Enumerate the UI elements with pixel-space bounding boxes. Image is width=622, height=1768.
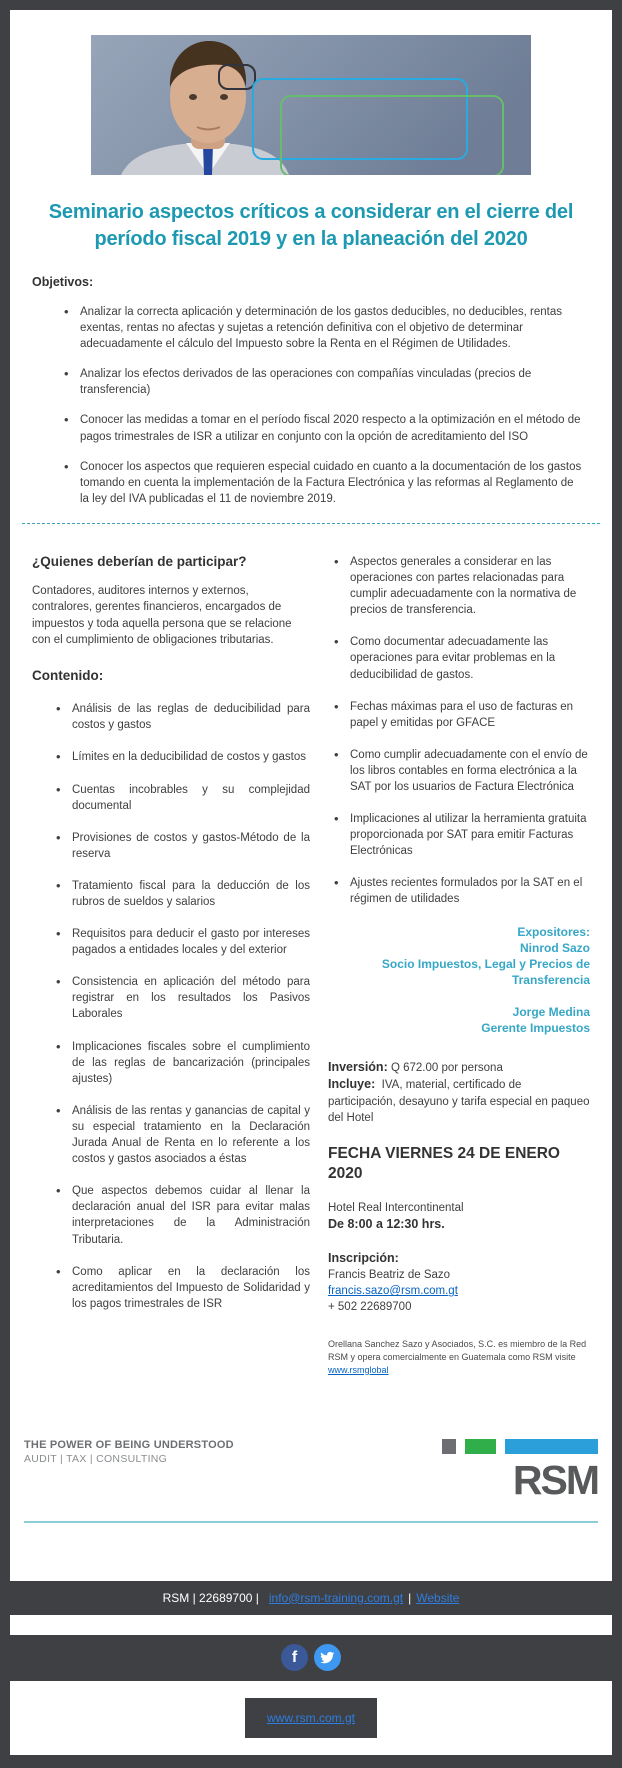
event-time: De 8:00 a 12:30 hrs.: [328, 1217, 445, 1232]
facebook-glyph: f: [291, 1648, 298, 1666]
contenido-heading: Contenido:: [32, 668, 104, 684]
list-item: • Implicaciones fiscales sobre el cumplimiento de las reglas de bancarización (principales ajustes): [50, 1039, 310, 1087]
event-venue: Hotel Real Intercontinental: [328, 1202, 464, 1215]
twitter-icon[interactable]: [314, 1644, 341, 1671]
incluye-value: IVA, material, certificado de participación, desayuno y tarifa especial en paqueo del Hotel: [328, 1079, 590, 1124]
footer-contact-bar: [0, 1581, 622, 1615]
list-item: • Aspectos generales a considerar en las operaciones con partes relacionadas para cumplir adecuadamente con la normativa de precios de transferencia.: [328, 554, 590, 618]
rsmglobal-link[interactable]: www.rsmglobal: [328, 1364, 389, 1375]
objetivos-section: [32, 275, 590, 507]
speaker-role: Gerente Impuestos: [481, 1021, 590, 1036]
objetivos-list: [32, 304, 590, 507]
list-item: • Como documentar adecuadamente las operaciones para evitar problemas en la deducibilidad de gastos.: [328, 634, 590, 682]
rsm-logo-blocks: [442, 1439, 598, 1454]
twitter-bird-icon: [320, 1650, 335, 1665]
social-band: [0, 1635, 622, 1681]
gray-block-icon: [442, 1439, 456, 1454]
businessman-photo: [91, 35, 531, 175]
left-column: [32, 554, 310, 1377]
footer-website-link[interactable]: Website: [416, 1590, 460, 1605]
facebook-icon[interactable]: [281, 1644, 308, 1671]
brand-tagline: THE POWER OF BEING UNDERSTOOD: [24, 1438, 234, 1451]
expositores-heading: Expositores:: [517, 924, 590, 939]
list-item: • Conocer los aspectos que requieren especial cuidado en cuanto a la documentación de los gastos tomando en cuenta la implementación de la Factura Electrónica y las reformas al Reglamento de la ley del IVA publicadas el 11 de noviembre 2019.: [58, 459, 582, 507]
list-item: • Consistencia en aplicación del método para registrar en los resultados los Pasivos Laborales: [50, 974, 310, 1022]
header-photo: [91, 35, 531, 175]
incluye-label: Incluye:: [328, 1077, 376, 1092]
list-item: • Ajustes recientes formulados por la SAT en el régimen de utilidades: [328, 875, 590, 907]
contenido-list: [32, 701, 310, 1312]
brand-services: AUDIT | TAX | CONSULTING: [24, 1452, 168, 1465]
footer-email-link[interactable]: info@rsm-training.com.gt: [268, 1590, 404, 1605]
dashed-divider: [22, 523, 600, 524]
right-column: [328, 554, 590, 1377]
rsm-logo: [442, 1439, 598, 1501]
list-item: • Analizar los efectos derivados de las operaciones con compañías vinculadas (precios de transferencia): [58, 366, 582, 398]
two-column-body: [32, 554, 590, 1377]
green-block-icon: [465, 1439, 496, 1454]
rsm-branding: [24, 1439, 598, 1501]
list-item: • Que aspectos debemos cuidar al llenar la declaración anual del ISR para evitar malas interpretaciones de la Administración Tributaria.: [50, 1183, 310, 1247]
speaker-name: Jorge Medina: [512, 1005, 590, 1020]
list-item: • Análisis de las rentas y ganancias de capital y su especial tratamiento en la Declaración Jurada Anual de Renta en lo referente a los costos y gastos asociados a éstas: [50, 1103, 310, 1167]
disclaimer-text: Orellana Sanchez Sazo y Asociados, S.C. es miembro de la Red RSM y opera comercialmente en Guatemala como RSM visite: [328, 1338, 587, 1362]
list-item: • Como aplicar en la declaración los acreditamientos del Impuesto de Solidaridad y los pagos trimestrales de ISR: [50, 1264, 310, 1312]
list-item: • Tratamiento fiscal para la deducción de los rubros de sueldos y salarios: [50, 878, 310, 910]
bottom-section: [10, 1681, 612, 1755]
site-link-box: [245, 1698, 377, 1738]
speaker-name: Ninrod Sazo: [519, 940, 590, 955]
rsm-site-link[interactable]: www.rsm.com.gt: [266, 1710, 355, 1725]
bottom-frame: [0, 1755, 622, 1768]
participants-heading: ¿Quienes deberían de participar?: [32, 553, 247, 569]
list-item: • Cuentas incobrables y su complejidad documental: [50, 782, 310, 814]
list-item: • Conocer las medidas a tomar en el período fiscal 2020 respecto a la optimización en el método de pagos trimestrales de ISR a utilizar en conjunto con la opción de acreditamiento del ISO: [58, 412, 582, 444]
list-item: • Requisitos para deducir el gasto por intereses pagados a entidades locales y del exterior: [50, 926, 310, 958]
event-details: [328, 1059, 590, 1377]
inversion-line: [328, 1059, 590, 1077]
speaker-role: Socio Impuestos, Legal y Precios de Transferencia: [381, 956, 590, 988]
incluye-line: [328, 1076, 590, 1126]
list-item: • Fechas máximas para el uso de facturas en papel y emitidas por GFACE: [328, 699, 590, 731]
event-date: FECHA VIERNES 24 DE ENERO 2020: [328, 1144, 560, 1182]
list-item: • Analizar la correcta aplicación y determinación de los gastos deducibles, no deducibles, rentas exentas, rentas no afectas y sujetas a retención definitiva con el objetivo de determinar adecuadamente el cálculo del Impuesto sobre la Renta en el Régimen de Utilidades.: [58, 304, 582, 352]
footer-separator: |: [408, 1590, 412, 1605]
list-item: • Provisiones de costos y gastos-Método de la reserva: [50, 830, 310, 862]
seminar-title: Seminario aspectos críticos a considerar en el cierre del período fiscal 2019 y en la planeación del 2020: [48, 201, 574, 250]
list-item: • Análisis de las reglas de deducibilidad para costos y gastos: [50, 701, 310, 733]
topics-list: [328, 554, 590, 908]
inscripcion-label: Inscripción:: [328, 1250, 399, 1265]
contact-email-link[interactable]: francis.sazo@rsm.com.gt: [328, 1285, 458, 1298]
contact-name: Francis Beatriz de Sazo: [328, 1269, 451, 1282]
list-item: • Límites en la deducibilidad de costos y gastos: [50, 749, 310, 765]
content-card: [10, 10, 612, 1581]
brand-taglines: [24, 1439, 234, 1501]
list-item: • Implicaciones al utilizar la herramienta gratuita proporcionada por SAT para emitir Facturas Electrónicas: [328, 811, 590, 859]
tie: [203, 145, 213, 175]
teal-rule: [24, 1521, 598, 1523]
inversion-label: Inversión:: [328, 1059, 388, 1074]
list-item: • Como cumplir adecuadamente con el envío de los libros contables en forma electrónica a la SAT por los usuarios de Factura Electrónica: [328, 747, 590, 795]
inversion-value: Q 672.00 por persona: [390, 1061, 503, 1074]
participants-text: Contadores, auditores internos y externos, contralores, gerentes financieros, encargados de impuestos y toda aquella persona que se relacione con el cumplimiento de obligaciones tributarias.: [32, 584, 292, 646]
white-gap: [10, 1615, 612, 1635]
objetivos-heading: Objetivos:: [32, 275, 94, 289]
disclaimer: [328, 1338, 590, 1377]
contact-phone: + 502 22689700: [328, 1301, 412, 1314]
expositores-block: [328, 924, 590, 1037]
blue-block-icon: [505, 1439, 598, 1454]
rsm-logo-text: RSM: [512, 1456, 598, 1503]
footer-brand-phone: RSM | 22689700 |: [162, 1590, 259, 1605]
